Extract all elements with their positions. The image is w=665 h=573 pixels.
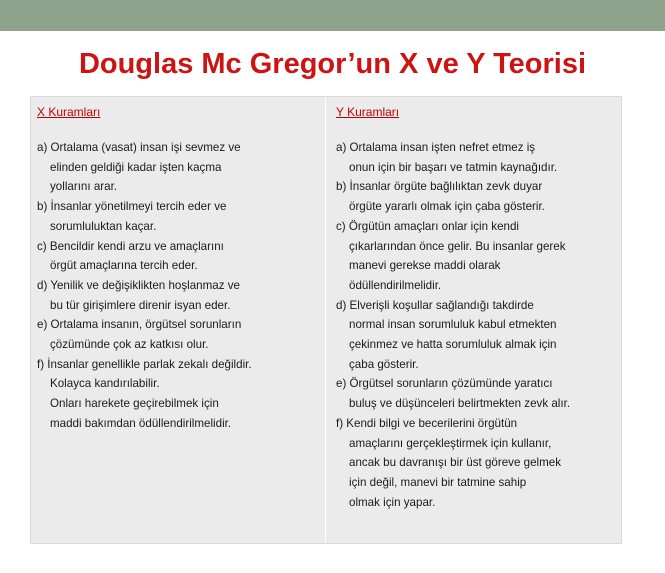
list-item-line: a) Ortalama insan işten nefret etmez iş xyxy=(336,141,536,154)
list-item xyxy=(336,138,615,177)
top-banner xyxy=(0,0,665,31)
list-item-line: çaba gösterir. xyxy=(349,357,419,371)
list-item-line: olmak için yapar. xyxy=(349,495,436,509)
list-item-line: elinden geldiği kadar işten kaçma xyxy=(50,160,222,174)
list-item xyxy=(336,217,615,296)
y-theory-list xyxy=(336,138,615,512)
list-item xyxy=(37,237,319,276)
list-item-line: örgüte yararlı olmak için çaba gösterir. xyxy=(349,200,545,214)
list-item xyxy=(37,197,319,236)
list-item-line: amaçlarını gerçekleştirmek için kullanır, xyxy=(349,436,552,450)
list-item-line: a) Ortalama (vasat) insan işi sevmez ve xyxy=(37,141,241,154)
list-item xyxy=(336,414,615,513)
list-item-line: sorumluluktan kaçar. xyxy=(50,219,157,233)
list-item-line: f) İnsanlar genellikle parlak zekalı değildir. xyxy=(37,357,252,371)
list-item-line: b) İnsanlar örgüte bağlılıktan zevk duyar xyxy=(336,180,543,194)
slide-title: Douglas Mc Gregor’un X ve Y Teorisi xyxy=(78,48,587,80)
list-item-line: örgüt amaçlarına tercih eder. xyxy=(50,259,198,273)
list-item-line: c) Örgütün amaçları onlar için kendi xyxy=(336,219,520,233)
x-theory-heading: X Kuramları xyxy=(37,105,101,119)
x-theory-list xyxy=(37,138,319,434)
list-item-line: f) Kendi bilgi ve becerilerini örgütün xyxy=(336,416,518,430)
list-item xyxy=(336,374,615,413)
list-item-line: normal insan sorumluluk kabul etmekten xyxy=(349,318,557,332)
list-item-line: bu tür girişimlere direnir isyan eder. xyxy=(50,298,231,312)
list-item-line: çözümünde çok az katkısı olur. xyxy=(50,338,209,352)
list-item xyxy=(336,177,615,216)
list-item-line: d) Elverişli koşullar sağlandığı takdirde xyxy=(336,298,534,312)
list-item xyxy=(37,315,319,354)
list-item-line: maddi bakımdan ödüllendirilmelidir. xyxy=(50,416,232,430)
list-item xyxy=(37,355,319,434)
list-item-line: ancak bu davranışı bir üst göreve gelmek xyxy=(349,456,562,470)
list-item-line: yollarını arar. xyxy=(50,180,118,194)
list-item-line: Onları harekete geçirebilmek için xyxy=(50,397,219,411)
list-item-line: e) Örgütsel sorunların çözümünde yaratıcı xyxy=(336,377,553,391)
list-item-line: buluş ve düşünceleri belirtmekten zevk alır. xyxy=(349,397,571,411)
list-item xyxy=(37,276,319,315)
list-item-line: ödüllendirilmelidir. xyxy=(349,278,442,292)
list-item-line: c) Bencildir kendi arzu ve amaçlarını xyxy=(37,239,224,253)
list-item xyxy=(336,296,615,375)
list-item-line: Kolayca kandırılabilir. xyxy=(50,377,160,391)
y-theory-column xyxy=(326,97,621,543)
list-item-line: b) İnsanlar yönetilmeyi tercih eder ve xyxy=(37,200,227,214)
list-item-line: onun için bir başarı ve tatmin kaynağıdır. xyxy=(349,160,558,174)
y-theory-heading: Y Kuramları xyxy=(336,105,400,119)
list-item-line: d) Yenilik ve değişiklikten hoşlanmaz ve xyxy=(37,278,241,292)
comparison-table xyxy=(30,96,622,544)
list-item-line: e) Ortalama insanın, örgütsel sorunların xyxy=(37,318,242,332)
list-item-line: için değil, manevi bir tatmine sahip xyxy=(349,475,527,489)
list-item xyxy=(37,138,319,197)
list-item-line: çekinmez ve hatta sorumluluk almak için xyxy=(349,338,557,352)
list-item-line: çıkarlarından önce gelir. Bu insanlar gerek xyxy=(349,239,566,253)
list-item-line: manevi gerekse maddi olarak xyxy=(349,259,501,273)
x-theory-column xyxy=(31,97,326,543)
